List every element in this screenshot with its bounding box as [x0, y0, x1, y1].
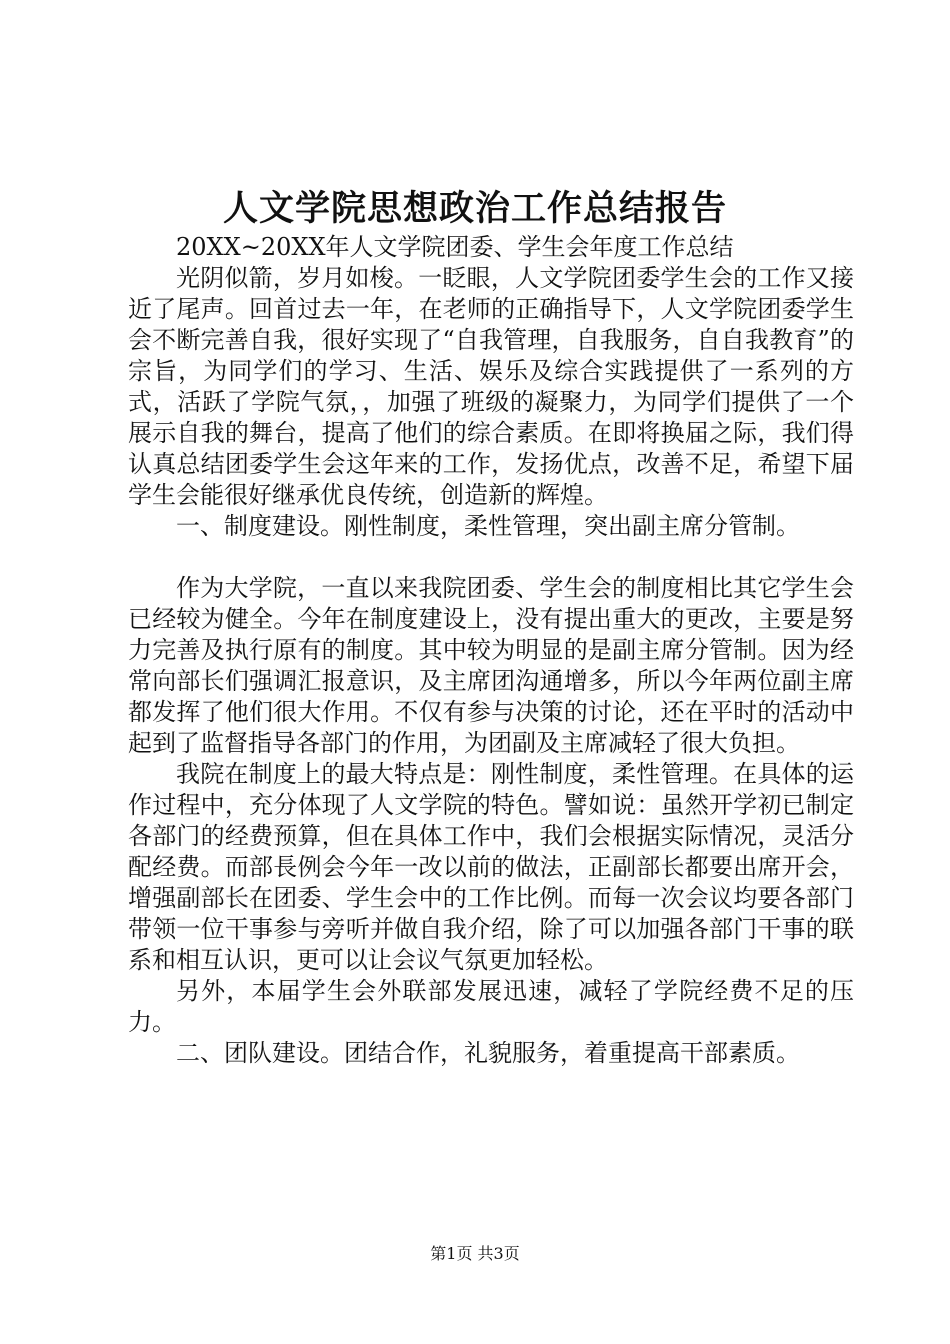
- intro-paragraph: 光阴似箭，岁月如梭。一眨眼，人文学院团委学生会的工作又接近了尾声。回首过去一年，在老师的正确指导下，人文学院团委学生会不断完善自我，很好实现了“自我管理，自我服务，自自我教育”的宗旨，为同学们的学习、生活、娱乐及综合实践提供了一系列的方式，活跃了学院气氛，，加强了班级的凝聚力，为同学们提供了一个展示自我的舞台，提高了他们的综合素质。在即将换届之际，我们得认真总结团委学生会这年来的工作，发扬优点，改善不足，希望下届学生会能很好继承优良传统，创造新的辉煌。: [128, 264, 854, 509]
- body-paragraph: 另外，本届学生会外联部发展迅速，减轻了学院经费不足的压力。: [128, 977, 854, 1036]
- section-heading-1: 一、制度建设。刚性制度，柔性管理，突出副主席分管制。: [176, 512, 800, 540]
- section-heading-2: 二、团队建设。团结合作，礼貌服务，着重提高干部素质。: [176, 1039, 800, 1067]
- document-title: 人文学院思想政治工作总结报告: [222, 188, 727, 229]
- document-body: [128, 232, 854, 1069]
- body-paragraph: 作为大学院，一直以来我院团委、学生会的制度相比其它学生会已经较为健全。今年在制度建设上，没有提出重大的更改，主要是努力完善及执行原有的制度。其中较为明显的是副主席分管制。因为经常向部长们强调汇报意识，及主席团沟通增多，所以今年两位副主席都发挥了他们很大作用。不仅有参与决策的讨论，还在平时的活动中起到了监督指导各部门的作用，为团副及主席减轻了很大负担。: [128, 574, 854, 757]
- page-number-footer: 第1页 共3页: [430, 1244, 520, 1263]
- body-paragraph: 我院在制度上的最大特点是：刚性制度，柔性管理。在具体的运作过程中，充分体现了人文学院的特色。譬如说：虽然开学初已制定各部门的经费预算，但在具体工作中，我们会根据实际情况，灵活分配经费。而部長例会今年一改以前的做法，正副部长都要出席开会，增强副部长在团委、学生会中的工作比例。而每一次会议均要各部门带领一位干事参与旁听并做自我介绍，除了可以加强各部门干事的联系和相互认识，更可以让会议气氛更加轻松。: [128, 760, 854, 974]
- subtitle-paragraph: 20XX~20XX年人文学院团委、学生会年度工作总结: [176, 233, 734, 261]
